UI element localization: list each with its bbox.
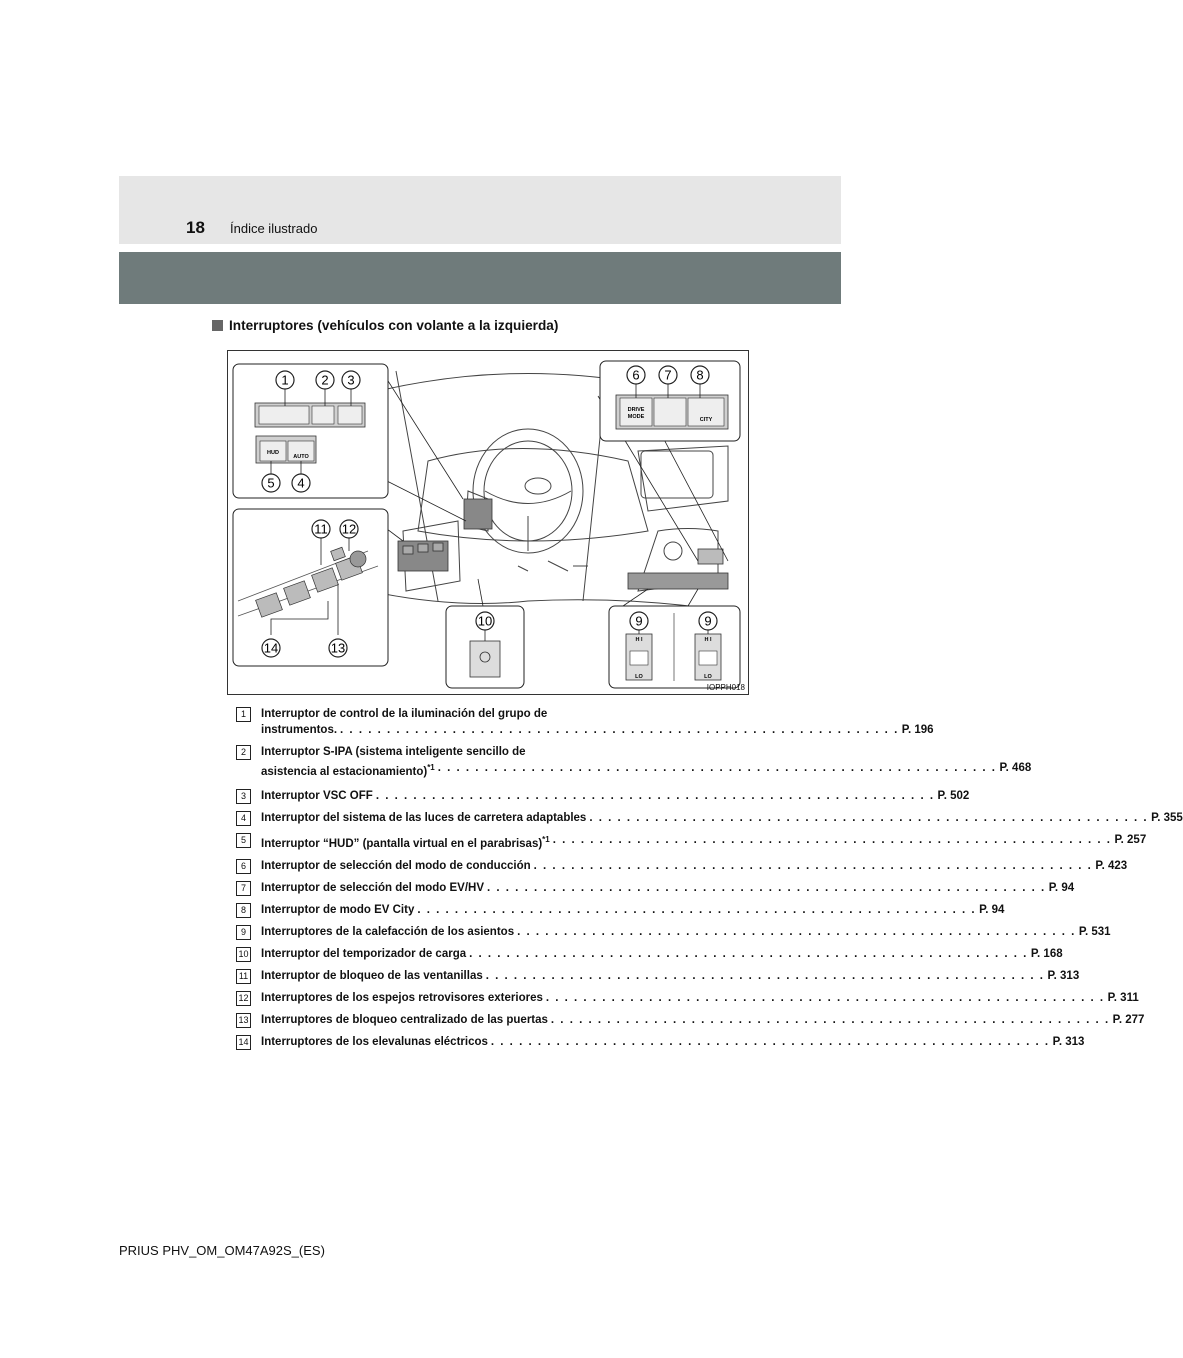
page-reference-link[interactable]: P. 313 (1052, 1035, 1085, 1048)
svg-text:1: 1 (281, 372, 289, 388)
list-item (236, 880, 1075, 896)
item-text (261, 1012, 1144, 1028)
item-line (261, 880, 1074, 896)
item-label: Interruptores de la calefacción de los asientos (261, 925, 515, 938)
page-reference-link[interactable]: P. 502 (937, 789, 970, 802)
switches-illustration (227, 350, 749, 695)
auto-icon-label: AUTO (293, 454, 309, 460)
panel-door-switches (233, 509, 388, 666)
svg-text:5: 5 (267, 475, 275, 491)
item-number-badge: 5 (236, 833, 251, 848)
svg-text:13: 13 (330, 640, 346, 656)
page-reference-link[interactable]: P. 355 (1151, 811, 1183, 824)
panel-seat-heaters (609, 606, 740, 688)
list-item (236, 810, 1183, 826)
page-reference-link[interactable]: P. 257 (1114, 833, 1147, 846)
item-label: Interruptor de modo EV City (261, 903, 415, 916)
item-line (261, 968, 1079, 984)
leader-dots: . . . . . . . . . . . . . . . . . . . . . . . . . . . . . . . . . . . . . . . . . . . . . . . . . . . . . . . . . . . . (340, 724, 899, 736)
item-label: Interruptor del temporizador de carga (261, 947, 467, 960)
leader-dots: . . . . . . . . . . . . . . . . . . . . . . . . . . . . . . . . . . . . . . . . . . . . . . . . . . . . . . . . . . . . (417, 903, 977, 916)
list-item (236, 744, 1032, 780)
item-label: Interruptor del sistema de las luces de carretera adaptables (261, 811, 587, 824)
item-text (261, 924, 1111, 940)
lo-label-right: LO (704, 674, 712, 680)
item-label: instrumentos. (261, 724, 338, 736)
item-text (261, 744, 1031, 780)
title-band (119, 252, 841, 304)
list-item (236, 946, 1063, 962)
item-line (261, 1034, 1084, 1050)
item-label: Interruptor de control de la iluminación del grupo de (261, 708, 548, 720)
footer-code: PRIUS PHV_OM_OM47A92S_(ES) (119, 1243, 325, 1258)
page-number: 18 (186, 218, 205, 237)
item-number-badge: 13 (236, 1013, 251, 1028)
item-line (261, 858, 1127, 874)
leader-dots: . . . . . . . . . . . . . . . . . . . . . . . . . . . . . . . . . . . . . . . . . . . . . . . . . . . . . . . . . . . . (487, 881, 1046, 894)
svg-text:4: 4 (297, 475, 305, 491)
item-line (261, 744, 1031, 760)
item-text (261, 968, 1079, 984)
leader-dots: . . . . . . . . . . . . . . . . . . . . . . . . . . . . . . . . . . . . . . . . . . . . . . . . . . . . . . . . . . . . (490, 1035, 1050, 1048)
header-band (119, 176, 841, 244)
figure-code: IOPPH018 (706, 683, 745, 692)
list-item (236, 990, 1139, 1006)
leader-dots: . . . . . . . . . . . . . . . . . . . . . . . . . . . . . . . . . . . . . . . . . . . . . . . . . . . . . . . . . . . . (589, 811, 1149, 824)
item-label: Interruptores de los espejos retrovisores exteriores (261, 991, 543, 1004)
item-number-badge: 2 (236, 745, 251, 760)
svg-text:3: 3 (347, 372, 355, 388)
section-title: Índice ilustrado (230, 221, 318, 236)
item-line (261, 810, 1183, 826)
item-line (261, 788, 969, 804)
leader-dots: . . . . . . . . . . . . . . . . . . . . . . . . . . . . . . . . . . . . . . . . . . . . . . . . . . . . . . . . . . . . (375, 789, 935, 802)
hi-label-left: H I (635, 637, 643, 643)
item-line (261, 706, 934, 722)
list-item (236, 832, 1147, 852)
svg-text:7: 7 (664, 367, 672, 383)
leader-dots: . . . . . . . . . . . . . . . . . . . . . . . . . . . . . . . . . . . . . . . . . . . . . . . . . . . . . . . . . . . . (550, 1013, 1110, 1026)
item-label: Interruptor VSC OFF (261, 789, 373, 802)
leader-dots: . . . . . . . . . . . . . . . . . . . . . . . . . . . . . . . . . . . . . . . . . . . . . . . . . . . . . . . . . . . . (552, 833, 1112, 846)
svg-text:8: 8 (696, 367, 704, 383)
item-number-badge: 3 (236, 789, 251, 804)
item-number-badge: 6 (236, 859, 251, 874)
page-reference-link[interactable]: P. 94 (979, 903, 1005, 916)
item-number-badge: 7 (236, 881, 251, 896)
list-item (236, 1034, 1085, 1050)
item-text (261, 946, 1063, 962)
page-reference-link[interactable]: P. 313 (1047, 969, 1080, 982)
seat-heater-icon (699, 651, 717, 665)
item-line (261, 832, 1146, 852)
page-reference-link[interactable]: P. 423 (1095, 859, 1128, 872)
page-reference-link[interactable]: P. 468 (999, 762, 1032, 774)
footnote-marker: *1 (427, 763, 435, 772)
list-item (236, 858, 1128, 874)
hud-icon-label: HUD (267, 450, 279, 456)
svg-text:2: 2 (321, 372, 329, 388)
drive-label: DRIVE (627, 407, 645, 413)
page-reference-link[interactable]: P. 311 (1107, 991, 1139, 1004)
footnote-marker: *1 (542, 834, 550, 844)
list-item (236, 706, 934, 738)
panel-drive-mode-switches (600, 361, 740, 441)
item-line (261, 924, 1111, 940)
mode-label: MODE (627, 414, 645, 420)
item-label: Interruptor de selección del modo de conducción (261, 859, 531, 872)
dashboard-drawing (228, 351, 748, 694)
item-text (261, 810, 1183, 826)
page-reference-link[interactable]: P. 94 (1048, 881, 1075, 894)
item-label: Interruptor S-IPA (sistema inteligente sencillo de (261, 746, 526, 758)
svg-text:12: 12 (341, 521, 357, 537)
square-bullet-icon (212, 320, 223, 331)
leader-dots: . . . . . . . . . . . . . . . . . . . . . . . . . . . . . . . . . . . . . . . . . . . . . . . . . . . . . . . . . . . . (485, 969, 1045, 982)
leader-dots: . . . . . . . . . . . . . . . . . . . . . . . . . . . . . . . . . . . . . . . . . . . . . . . . . . . . . . . . . . . . (533, 859, 1093, 872)
item-label: Interruptor de selección del modo EV/HV (261, 881, 485, 894)
item-label: Interruptores de bloqueo centralizado de las puertas (261, 1013, 548, 1026)
item-number-badge: 11 (236, 969, 251, 984)
item-line (261, 990, 1139, 1006)
item-text (261, 880, 1074, 896)
item-number-badge: 4 (236, 811, 251, 826)
item-text (261, 706, 934, 738)
heading-text: Interruptores (vehículos con volante a la izquierda) (229, 318, 559, 333)
svg-text:6: 6 (632, 367, 640, 383)
item-number-badge: 10 (236, 947, 251, 962)
lo-label-left: LO (635, 674, 643, 680)
page-reference-link[interactable]: P. 531 (1078, 925, 1111, 938)
item-number-badge: 14 (236, 1035, 251, 1050)
seat-heater-icon (630, 651, 648, 665)
svg-text:14: 14 (263, 640, 279, 656)
svg-text:9: 9 (635, 613, 643, 629)
leader-dots: . . . . . . . . . . . . . . . . . . . . . . . . . . . . . . . . . . . . . . . . . . . . . . . . . . . . . . . . . . . . (437, 762, 997, 774)
page-reference-link[interactable]: P. 277 (1112, 1013, 1145, 1026)
panel-instrument-switches (233, 364, 388, 498)
item-text (261, 902, 1004, 918)
page-reference-link[interactable]: P. 196 (901, 724, 934, 736)
item-line (261, 946, 1063, 962)
item-label: Interruptores de los elevalunas eléctricos (261, 1035, 488, 1048)
item-text (261, 832, 1146, 852)
hi-label-right: H I (704, 637, 712, 643)
item-line (261, 722, 934, 738)
item-number-badge: 1 (236, 707, 251, 722)
svg-text:9: 9 (704, 613, 712, 629)
item-text (261, 858, 1127, 874)
leader-dots: . . . . . . . . . . . . . . . . . . . . . . . . . . . . . . . . . . . . . . . . . . . . . . . . . . . . . . . . . . . . (545, 991, 1105, 1004)
item-line (261, 902, 1004, 918)
list-item (236, 1012, 1145, 1028)
leader-dots: . . . . . . . . . . . . . . . . . . . . . . . . . . . . . . . . . . . . . . . . . . . . . . . . . . . . . . . . . . . . (517, 925, 1076, 938)
item-line (261, 760, 1031, 780)
item-number-badge: 12 (236, 991, 251, 1006)
list-item (236, 902, 1005, 918)
city-label: CITY (699, 417, 713, 423)
item-number-badge: 9 (236, 925, 251, 940)
list-item (236, 924, 1111, 940)
svg-text:10: 10 (477, 613, 493, 629)
item-label: Interruptor “HUD” (pantalla virtual en el parabrisas) (261, 837, 543, 850)
svg-text:11: 11 (314, 521, 328, 537)
item-text (261, 990, 1139, 1006)
page-reference-link[interactable]: P. 168 (1030, 947, 1063, 960)
item-line (261, 1012, 1144, 1028)
leader-dots: . . . . . . . . . . . . . . . . . . . . . . . . . . . . . . . . . . . . . . . . . . . . . . . . . . . . . . . . . . . . (469, 947, 1028, 960)
item-text (261, 1034, 1084, 1050)
item-number-badge: 8 (236, 903, 251, 918)
section-heading (212, 318, 558, 333)
item-label: asistencia al estacionamiento) (261, 765, 428, 778)
list-item (236, 968, 1080, 984)
switch-list (236, 706, 1183, 1056)
item-text (261, 788, 969, 804)
list-item (236, 788, 970, 804)
item-label: Interruptor de bloqueo de las ventanillas (261, 969, 483, 982)
panel-charge-timer (446, 606, 524, 688)
